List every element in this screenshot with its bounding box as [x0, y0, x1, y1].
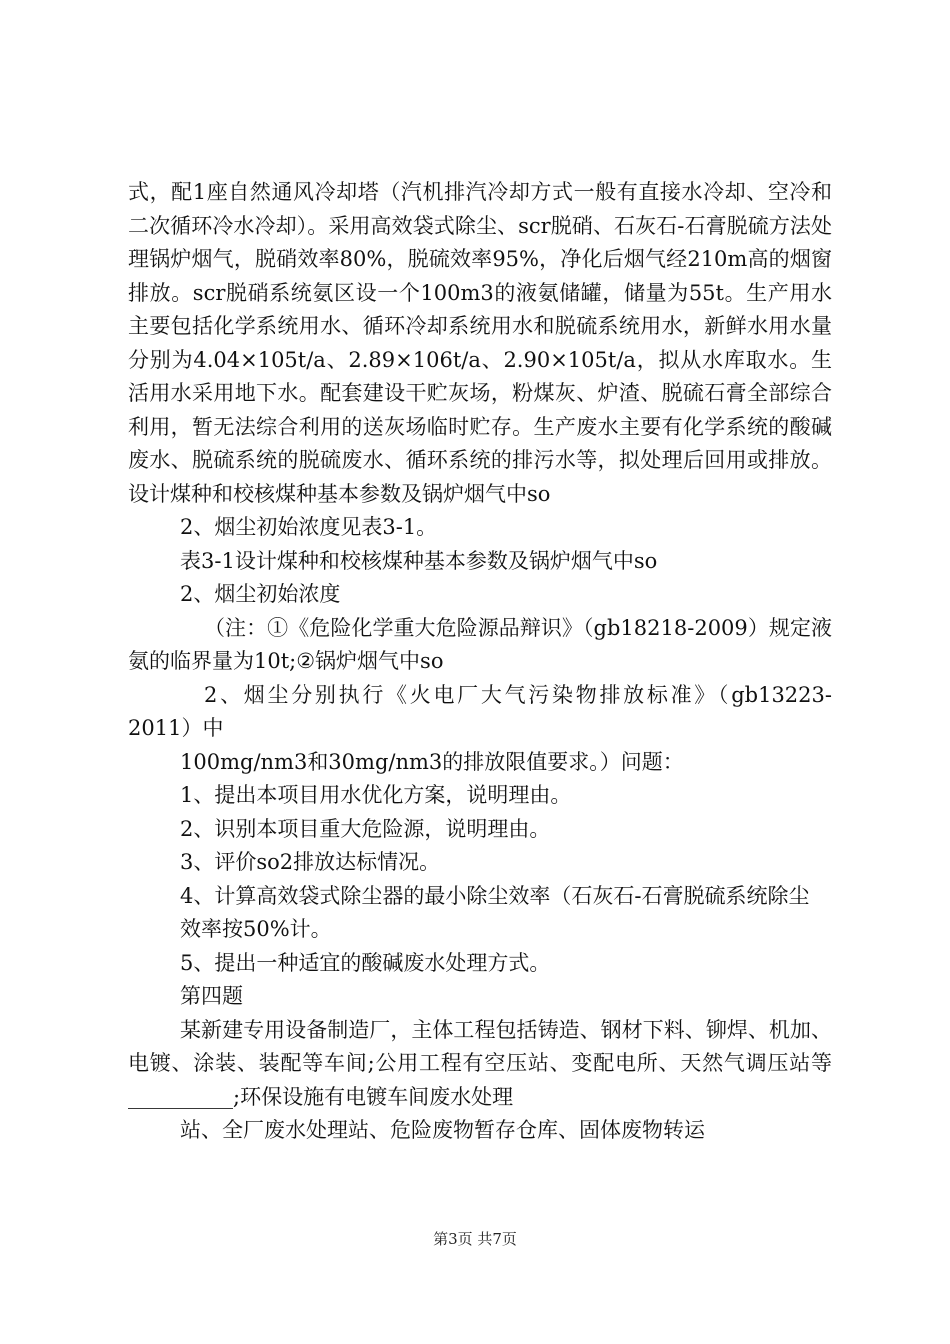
question-2: 2、识别本项目重大危险源，说明理由。: [180, 816, 551, 841]
question-1: 1、提出本项目用水优化方案，说明理由。: [180, 783, 572, 807]
question-3: 3、评价so2排放达标情况。: [180, 850, 441, 874]
section-heading: 第四题: [180, 984, 243, 1008]
paragraph-factory-description: 某新建专用设备制造厂，主体工程包括铸造、钢材下料、铆焊、机加、电镀、涂装、装配等车间;公用工程有空压站、变配电所、天然气调压站等__________;环保设施有电镀车间废水处理: [128, 1017, 832, 1109]
question-4-continued: 效率按50%计。: [180, 917, 332, 941]
question-4: 4、计算高效袋式除尘器的最小除尘效率（石灰石-石膏脱硫系统除尘: [180, 883, 810, 908]
document-body: [128, 176, 832, 1148]
page-number-footer: 第3页 共7页: [433, 1230, 517, 1248]
table-caption: 表3-1设计煤种和校核煤种基本参数及锅炉烟气中so: [180, 548, 658, 573]
paragraph-plant-description: 式，配1座自然通风冷却塔（汽机排汽冷却方式一般有直接水冷却、空冷和二次循环冷水冷却）。采用高效袋式除尘、scr脱硝、石灰石-石膏脱硫方法处理锅炉烟气，脱硝效率80%，脱硫效率95%，净化后烟气经210m高的烟窗排放。scr脱硝系统氨区设一个100m3的液氨储罐，储量为55t。生产用水主要包括化学系统用水、循环冷却系统用水和脱硫系统用水，新鲜水用水量分别为4.04×105t/a、2.89×106t/a、2.90×105t/a，拟从水库取水。生活用水采用地下水。配套建设干贮灰场，粉煤灰、炉渣、脱硫石膏全部综合利用，暂无法综合利用的送灰场临时贮存。生产废水主要有化学系统的酸碱废水、脱硫系统的脱硫废水、循环系统的排污水等，拟处理后回用或排放。设计煤种和校核煤种基本参数及锅炉烟气中so: [128, 180, 832, 506]
table-note-limits: 100mg/nm3和30mg/nm3的排放限值要求。）问题：: [180, 749, 684, 774]
question-5: 5、提出一种适宜的酸碱废水处理方式。: [180, 950, 551, 975]
table-note: （注：①《危险化学重大危险源品辩识》（gb18218-2009）规定液氨的临界量为10t;②锅炉烟气中so: [128, 615, 832, 673]
table-caption-continued: 2、烟尘初始浓度: [180, 582, 341, 606]
table-note-standard: 2、烟尘分别执行《火电厂大气污染物排放标准》（gb13223-2011）中: [128, 682, 832, 740]
paragraph-factory-continued: 站、全厂废水处理站、危险废物暂存仓库、固体废物转运: [180, 1118, 705, 1142]
paragraph-table-reference: 2、烟尘初始浓度见表3-1。: [180, 515, 438, 539]
